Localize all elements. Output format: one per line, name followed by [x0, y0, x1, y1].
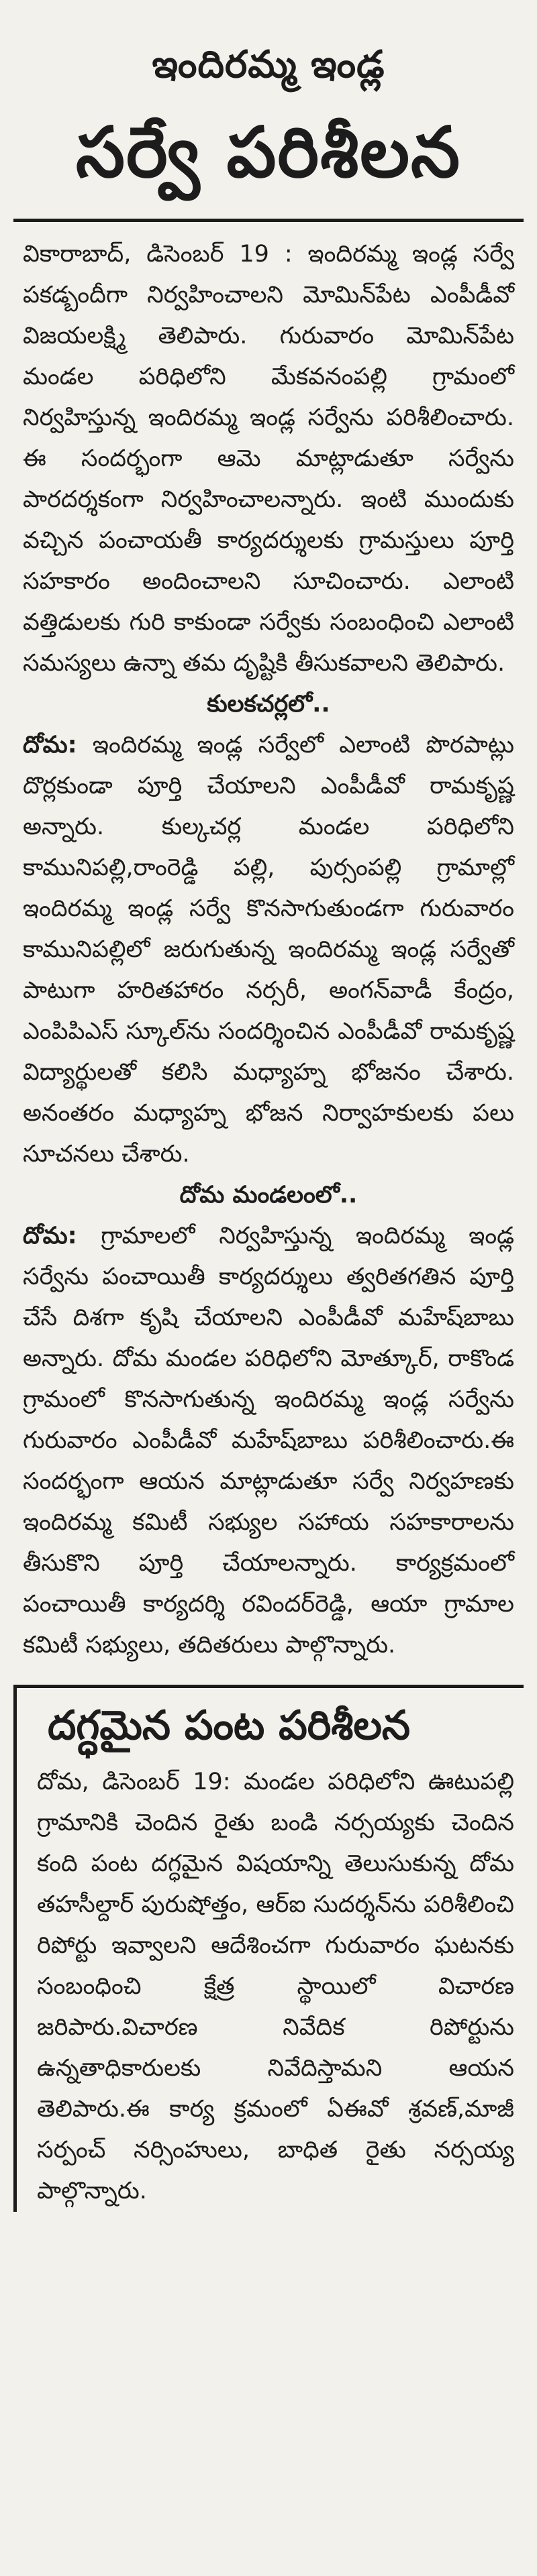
section1-paragraph	[23, 725, 514, 1175]
section2-text: గ్రామాలలో నిర్వహిస్తున్న ఇందిరమ్మ ఇండ్ల సర్వేను పంచాయితీ కార్యదర్శులు త్వరితగతిన పూర్తి చేసే దిశగా కృషి చేయాలని ఎంపీడీవో మహేష్‌బాబు అన్నారు. దోమ మండల పరిధిలోని మోత్కూర్, రాకొండ గ్రామంలో కొనసాగుతున్న ఇందిరమ్మ ఇండ్ల సర్వేను గురువారం ఎంపీడీవో మహేష్‌బాబు పరిశీలించారు.ఈ సందర్భంగా ఆయన మాట్లాడుతూ సర్వే నిర్వహణకు ఇందిరమ్మ కమిటీ సభ్యుల సహాయ సహకారాలను తీసుకొని పూర్తి చేయాలన్నారు. కార్యక్రమంలో పంచాయితీ కార్యదర్శి రవిందర్‌రెడ్డి, ఆయా గ్రామాల కమిటీ సభ్యులు, తదితరులు పాల్గొన్నారు.	[23, 1223, 514, 1659]
section2-paragraph	[23, 1216, 514, 1666]
article-body	[9, 222, 528, 1666]
sidebar-body	[17, 1754, 524, 2212]
sidebar-paragraph: దోమ, డిసెంబర్ 19: మండల పరిధిలోని ఊటుపల్లి గ్రామానికి చెందిన రైతు బండి నర్సయ్యకు చెందిన కంది పంట దగ్ధమైన విషయాన్ని తెలుసుకున్న దోమ తహసీల్దార్ పురుషోత్తం, ఆర్‌ఐ సుదర్శన్‌ను పరిశీలించి రిపోర్టు ఇవ్వాలని ఆదేశించగా గురువారం ఘటనకు సంబంధించి క్షేత్ర స్థాయిలో విచారణ జరిపారు.విచారణ నివేదిక రిపోర్టును ఉన్నతాధికారులకు నివేదిస్తామని ఆయన తెలిపారు.ఈ కార్య క్రమంలో ఏఈవో శ్రవణ్,మాజీ సర్పంచ్ నర్సింహులు, బాధిత రైతు నర్సయ్య పాల్గొన్నారు.	[37, 1769, 514, 2204]
article-headline: సర్వే పరిశీలన	[75, 111, 462, 193]
intro-paragraph: వికారాబాద్, డిసెంబర్ 19 : ఇందిరమ్మ ఇండ్ల సర్వే పకడ్బందీగా నిర్వహించాలని మోమిన్‌పేట ఎంపీడీవో విజయలక్ష్మి తెలిపారు. గురువారం మోమిన్‌పేట మండల పరిధిలోని మేకవనంపల్లి గ్రామంలో నిర్వహిస్తున్న ఇందిరమ్మ ఇండ్ల సర్వేను పరిశీలించారు. ఈ సందర్భంగా ఆమె మాట్లాడుతూ సర్వేను పారదర్శకంగా నిర్వహించాలన్నారు. ఇంటి ముందుకు వచ్చిన పంచాయతీ కార్యదర్శులకు గ్రామస్తులు పూర్తి సహకారం అందించాలని సూచించారు. ఎలాంటి వత్తిడులకు గురి కాకుండా సర్వేకు సంబంధించి ఎలాంటి సమస్యలు ఉన్నా తమ దృష్టికి తీసుకవాలని తెలిపారు.	[23, 241, 514, 677]
section2-heading: దోమ మండలంలో..	[179, 1182, 358, 1209]
section1-heading: కులకచర్లలో..	[207, 691, 330, 718]
sidebar-box	[13, 1685, 524, 2212]
sidebar-title: దగ్ధమైన పంట పరిశీలన	[48, 1702, 411, 1749]
section2-dateline: దోమ:	[23, 1223, 77, 1249]
section1-dateline: దోమ:	[23, 732, 77, 759]
section1-text: ఇందిరమ్మ ఇండ్ల సర్వేలో ఎలాంటి పొరపాట్లు దొర్లకుండా పూర్తి చేయాలని ఎంపీడీవో రామకృష్ణ అన్నారు. కుల్కచర్ల మండల పరిధిలోని కామునిపల్లి,రాంరెడ్డి పల్లి, పుర్సంపల్లి గ్రామాల్లో ఇందిరమ్మ ఇండ్ల సర్వే కొనసాగుతుండగా గురువారం కామునిపల్లిలో జరుగుతున్న ఇందిరమ్మ ఇండ్ల సర్వేతో పాటుగా హరితహారం నర్సరీ, అంగన్‌వాడీ కేంద్రం, ఎంపిపిఎస్ స్కూల్‌ను సందర్శించిన ఎంపీడీవో రామకృష్ణ విద్యార్థులతో కలిసి మధ్యాహ్న భోజనం చేశారు. అనంతరం మధ్యాహ్న భోజన నిర్వాహకులకు పలు సూచనలు చేశారు.	[23, 732, 514, 1168]
article-kicker: ఇందిరమ్మ ఇండ్ల	[152, 43, 385, 87]
